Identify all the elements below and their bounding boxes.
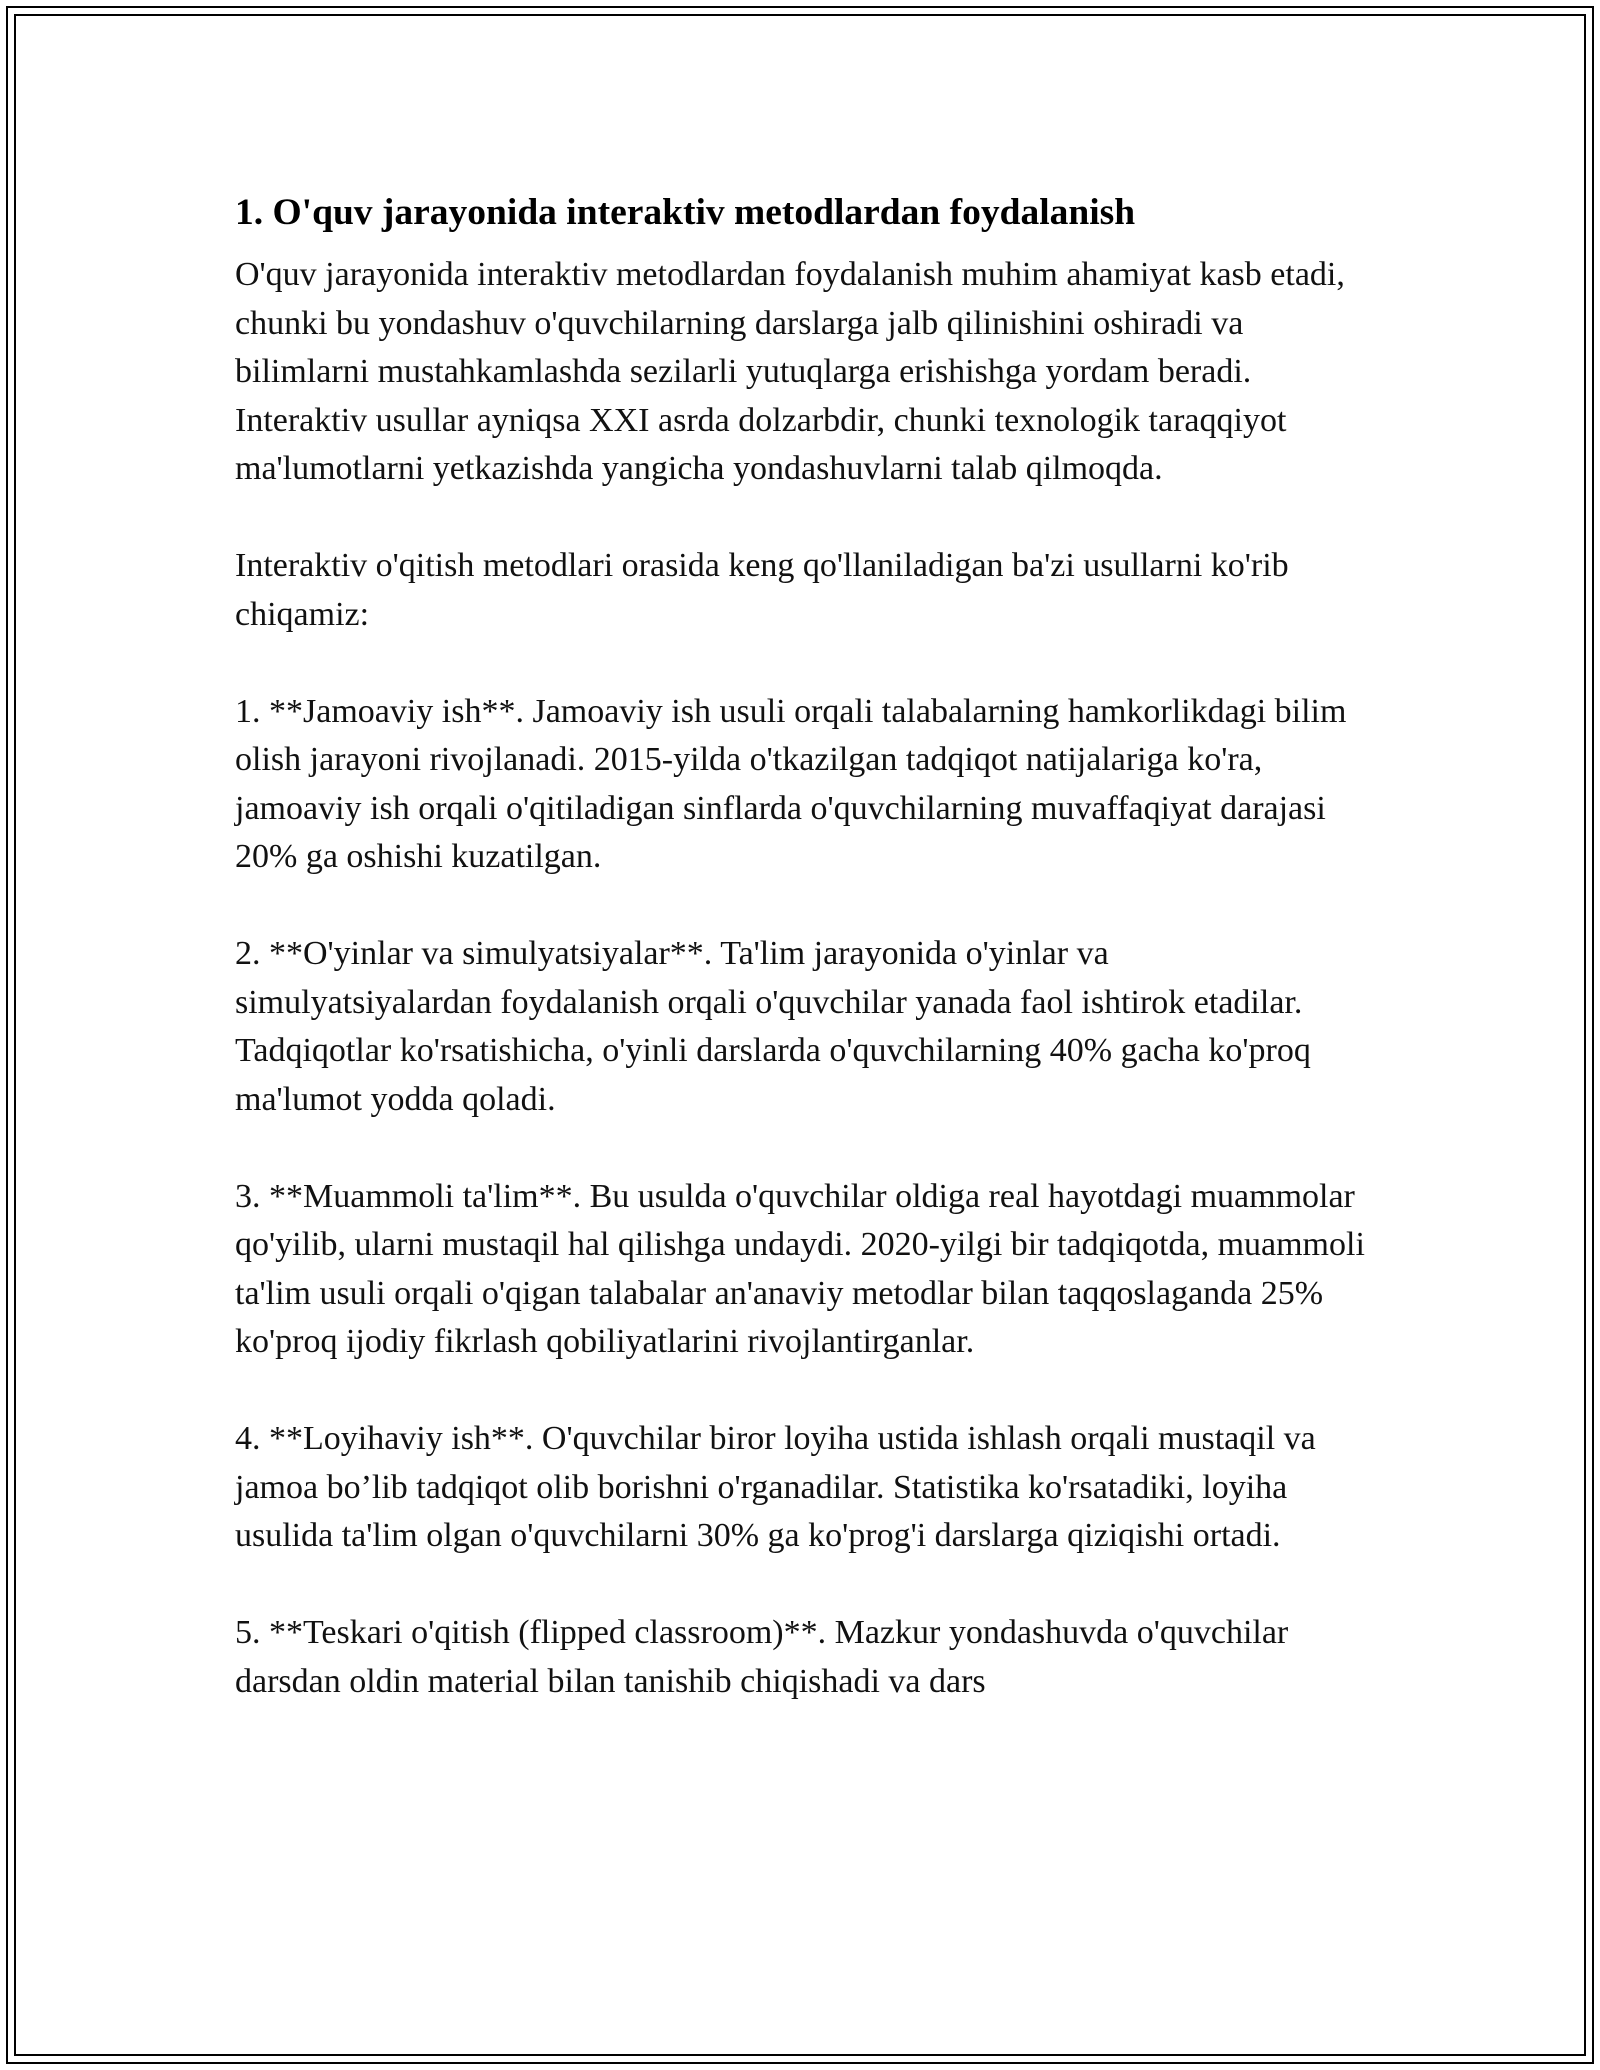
document-body [235, 185, 1365, 1706]
paragraph-item-4: 4. **Loyihaviy ish**. O'quvchilar biror loyiha ustida ishlash orqali mustaqil va jamoa bo’lib tadqiqot olib borishni o'rganadilar. Statistika ko'rsatadiki, loyiha usulida ta'lim olgan o'quvchilarni 30% ga ko'prog'i darslarga qiziqishi ortadi. [235, 1420, 1316, 1554]
paragraph-intro: O'quv jarayonida interaktiv metodlardan foydalanish muhim ahamiyat kasb etadi, chunki bu yondashuv o'quvchilarning darslarga jalb qilinishini oshiradi va bilimlarni mustahkamlashda sezilarli yutuqlarga erishishga yordam beradi. Interaktiv usullar ayniqsa XXI asrda dolzarbdir, chunki texnologik taraqqiyot ma'lumotlarni yetkazishda yangicha yondashuvlarni talab qilmoqda. [235, 256, 1345, 487]
paragraph-item-5: 5. **Teskari o'qitish (flipped classroom)**. Mazkur yondashuvda o'quvchilar darsdan oldin material bilan tanishib chiqishadi va dars [235, 1614, 1289, 1700]
paragraph-methods-lead: Interaktiv o'qitish metodlari orasida keng qo'llaniladigan ba'zi usullarni ko'rib chiqamiz: [235, 547, 1289, 633]
paragraph-item-3: 3. **Muammoli ta'lim**. Bu usulda o'quvchilar oldiga real hayotdagi muammolar qo'yilib, ularni mustaqil hal qilishga undaydi. 2020-yilgi bir tadqiqotda, muammoli ta'lim usuli orqali o'qigan talabalar an'anaviy metodlar bilan taqqoslaganda 25% ko'proq ijodiy fikrlash qobiliyatlarini rivojlantirganlar. [235, 1177, 1365, 1360]
document-title: 1. O'quv jarayonida interaktiv metodlardan foydalanish [235, 192, 1136, 233]
paragraph-item-2: 2. **O'yinlar va simulyatsiyalar**. Ta'lim jarayonida o'yinlar va simulyatsiyalardan foydalanish orqali o'quvchilar yanada faol ishtirok etadilar. Tadqiqotlar ko'rsatishicha, o'yinli darslarda o'quvchilarning 40% gacha ko'proq ma'lumot yodda qoladi. [235, 935, 1311, 1118]
paragraph-item-1: 1. **Jamoaviy ish**. Jamoaviy ish usuli orqali talabalarning hamkorlikdagi bilim olish jarayoni rivojlanadi. 2015-yilda o'tkazilgan tadqiqot natijalariga ko'ra, jamoaviy ish orqali o'qitiladigan sinflarda o'quvchilarning muvaffaqiyat darajasi 20% ga oshishi kuzatilgan. [235, 692, 1347, 875]
